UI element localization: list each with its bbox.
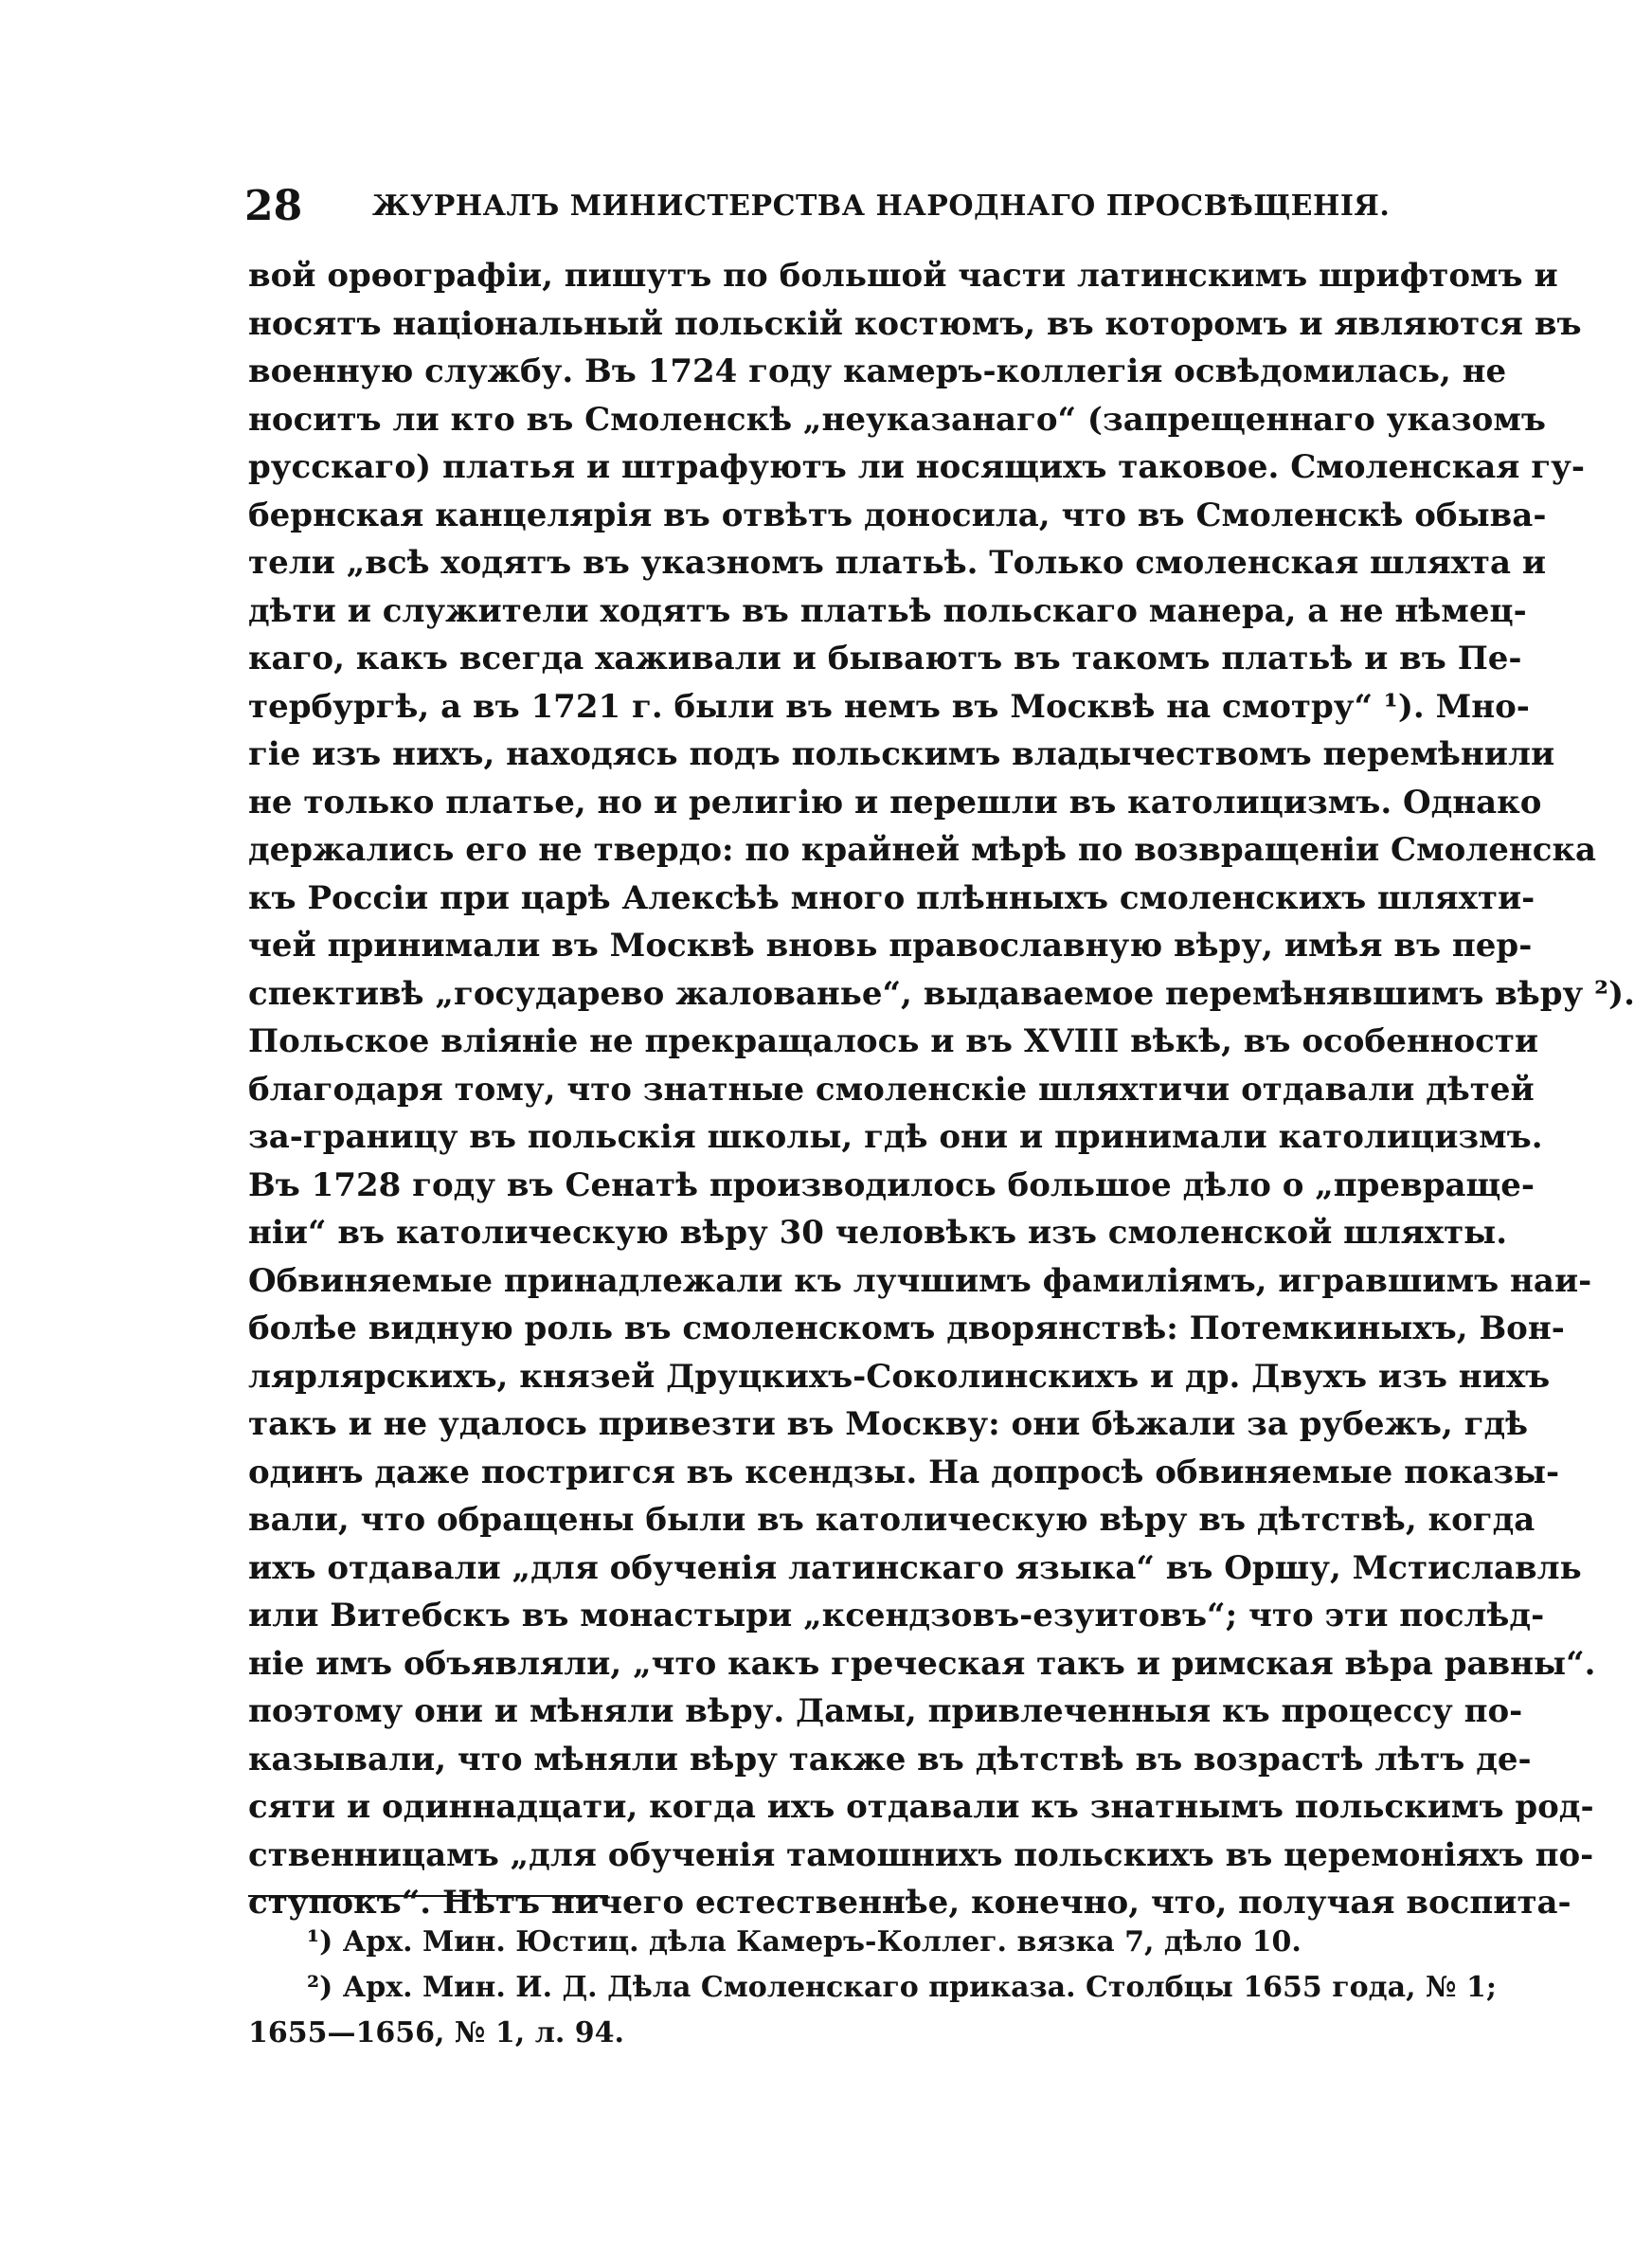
text-line: Польское вліяніе не прекращалось и въ XVIII вѣкѣ, въ особенности [248,1022,1539,1060]
text-line: носятъ національный польскій костюмъ, въ которомъ и являются въ [248,304,1582,343]
text-line: держались его не твердо: по крайней мѣрѣ по возвращеніи Смоленска [248,831,1597,869]
text-line: гіе изъ нихъ, находясь подъ польскимъ владычествомъ перемѣнили [248,735,1555,773]
footnote-divider [248,1895,608,1897]
text-line: дѣти и служители ходятъ въ платьѣ польскаго манера, а не нѣмец- [248,591,1527,630]
text-line: Въ 1728 году въ Сенатѣ производилось большое дѣло о „превраще- [248,1165,1535,1204]
text-line: каго, какъ всегда хаживали и бываютъ въ такомъ платьѣ и въ Пе- [248,640,1522,677]
text-line: за-границу въ польскія школы, гдѣ они и принимали католицизмъ. [248,1118,1543,1156]
text-line: тербургѣ, а въ 1721 г. были въ немъ въ Москвѣ на смотру“ ¹). Мно- [248,687,1530,726]
text-line: тели „всѣ ходятъ въ указномъ платьѣ. Только смоленская шляхта и [248,544,1547,582]
text-line: къ Россіи при царѣ Алексѣѣ много плѣнныхъ смоленскихъ шляхти- [248,878,1535,917]
page-header [244,178,1391,235]
text-line: ихъ отдавали „для обученія латинскаго языка“ въ Оршу, Мстиславль [248,1548,1582,1587]
text-line: поэтому они и мѣняли вѣру. Дамы, привлеченныя къ процессу по- [248,1692,1523,1730]
text-line: вой орѳографіи, пишутъ по большой части латинскимъ шрифтомъ и [248,257,1558,295]
footnote-2-continuation: 1655—1656, № 1, л. 94. [248,2016,624,2049]
text-line: такъ и не удалось привезти въ Москву: они бѣжали за рубежъ, гдѣ [248,1405,1529,1443]
text-line: благодаря тому, что знатные смоленскіе шляхтичи отдавали дѣтей [248,1070,1535,1109]
text-line: носитъ ли кто въ Смоленскѣ „неуказанаго“ (запрещеннаго указомъ [248,400,1546,439]
text-line: ственницамъ „для обученія тамошнихъ польскихъ въ церемоніяхъ по- [248,1835,1594,1874]
footnote-1: ¹) Арх. Мин. Юстиц. дѣла Камеръ-Коллег. вязка 7, дѣло 10. [307,1925,1302,1959]
text-line: казывали, что мѣняли вѣру также въ дѣтствѣ въ возрастѣ лѣтъ де- [248,1740,1532,1779]
text-line: одинъ даже постригся въ ксендзы. На допросѣ обвиняемые показы- [248,1453,1560,1491]
text-line: лярлярскихъ, князей Друцкихъ-Соколинскихъ и др. Двухъ изъ нихъ [248,1357,1551,1396]
footnotes [248,1920,1497,2056]
body-text [248,252,1635,1927]
text-line: военную службу. Въ 1724 году камеръ-коллегія освѣдомилась, не [248,352,1507,390]
page-number: 28 [244,182,303,230]
text-line: болѣе видную роль въ смоленскомъ дворянствѣ: Потемкиныхъ, Вон- [248,1309,1565,1347]
text-line: сяти и одиннадцати, когда ихъ отдавали къ знатнымъ польскимъ род- [248,1788,1594,1826]
text-line: ступокъ“. Нѣтъ ничего естественнѣе, конечно, что, получая воспита- [248,1884,1571,1922]
text-line: ніи“ въ католическую вѣру 30 человѣкъ изъ смоленской шляхты. [248,1214,1508,1252]
text-line: спективѣ „государево жалованье“, выдаваемое перемѣнявшимъ вѣру ²). [248,974,1635,1013]
text-line: Обвиняемые принадлежали къ лучшимъ фамиліямъ, игравшимъ наи- [248,1261,1592,1300]
text-line: русскаго) платья и штрафуютъ ли носящихъ таковое. Смоленская гу- [248,448,1585,486]
text-line: вали, что обращены были въ католическую вѣру въ дѣтствѣ, когда [248,1501,1535,1539]
text-line: бернская канцелярія въ отвѣтъ доносила, что въ Смоленскѣ обыва- [248,496,1547,534]
text-line: или Витебскъ въ монастыри „ксендзовъ-езуитовъ“; что эти послѣд- [248,1597,1545,1634]
footnote-2: ²) Арх. Мин. И. Д. Дѣла Смоленскаго приказа. Столбцы 1655 года, № 1; [307,1971,1497,2004]
text-line: чей принимали въ Москвѣ вновь православную вѣру, имѣя въ пер- [248,927,1533,965]
text-line: не только платье, но и религію и перешли въ католицизмъ. Однако [248,783,1542,822]
running-title: ЖУРНАЛЪ МИНИСТЕРСТВА НАРОДНАГО ПРОСВѢЩЕНІЯ. [372,190,1391,223]
text-line: ніе имъ объявляли, „что какъ греческая такъ и римская вѣра равны“. [248,1644,1596,1683]
